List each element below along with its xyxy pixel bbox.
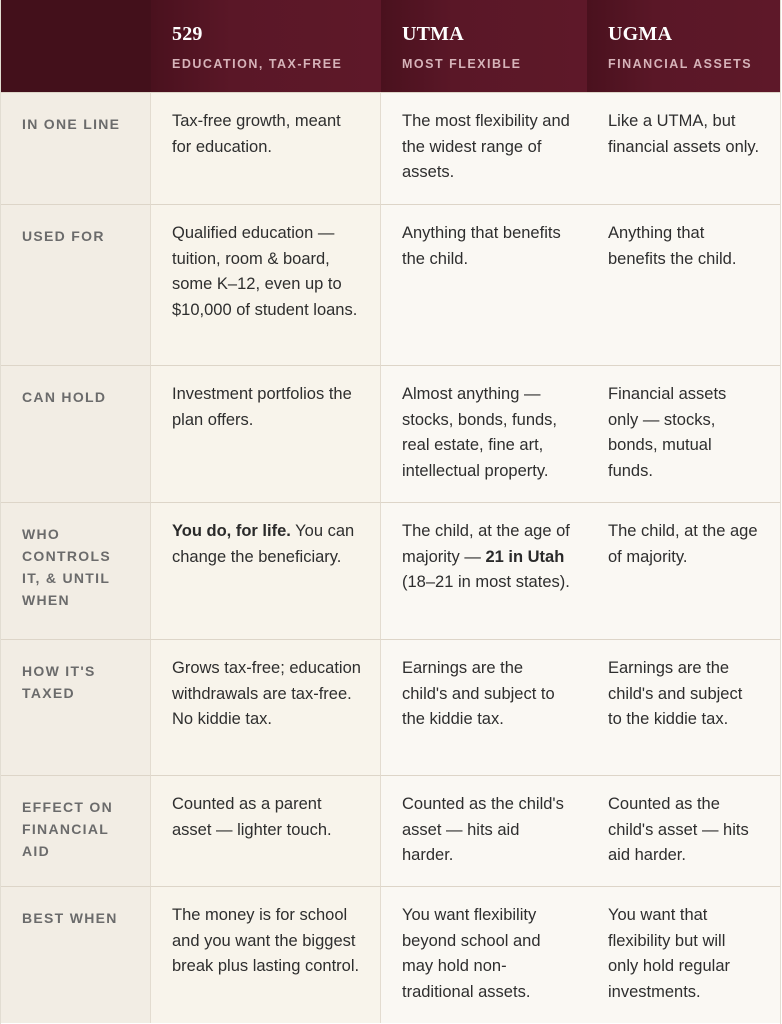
header-529-title: 529 — [172, 23, 203, 45]
cell-utma-who-controls-bold: 21 in Utah — [485, 547, 565, 566]
row-label-who-controls — [1, 502, 151, 639]
row-label-how-taxed — [1, 639, 151, 775]
cell-529-used-for: Qualified education — tuition, room & board, some K–12, even up to $10,000 of student loans. — [151, 204, 381, 365]
header-corner — [1, 0, 151, 92]
cell-utma-how-taxed: Earnings are the child's and subject to the kiddie tax. — [381, 639, 587, 775]
cell-utma-who-controls — [381, 502, 587, 639]
header-529 — [151, 0, 381, 92]
header-utma — [381, 0, 587, 92]
row-label-can-hold: CAN HOLD — [1, 365, 151, 502]
cell-529-how-taxed: Grows tax-free; education withdrawals are tax-free. No kiddie tax. — [151, 639, 381, 775]
row-label-financial-aid-text: EFFECT ON FINANCIAL AID — [22, 799, 114, 859]
cell-utma-who-controls-pre: The child, at the age of majority — — [402, 522, 570, 566]
cell-529-can-hold: Investment portfolios the plan offers. — [151, 365, 381, 502]
cell-529-who-controls-rest: You can change the beneficiary. — [172, 522, 355, 566]
cell-ugma-how-taxed: Earnings are the child's and subject to the kiddie tax. — [587, 639, 780, 775]
row-label-best-when: BEST WHEN — [1, 886, 151, 1023]
header-ugma-title: UGMA — [608, 23, 673, 45]
cell-ugma-can-hold: Financial assets only — stocks, bonds, mutual funds. — [587, 365, 780, 502]
row-label-financial-aid — [1, 775, 151, 886]
row-label-used-for: USED FOR — [1, 204, 151, 365]
cell-ugma-financial-aid: Counted as the child's asset — hits aid harder. — [587, 775, 780, 886]
cell-529-best-when: The money is for school and you want the biggest break plus lasting control. — [151, 886, 381, 1023]
cell-ugma-in-one-line: Like a UTMA, but financial assets only. — [587, 92, 780, 204]
cell-utma-financial-aid: Counted as the child's asset — hits aid harder. — [381, 775, 587, 886]
header-utma-title: UTMA — [402, 23, 464, 45]
cell-529-who-controls-bold: You do, for life. — [172, 522, 291, 540]
header-529-subtitle: EDUCATION, TAX-FREE — [172, 57, 343, 71]
cell-utma-in-one-line: The most flexibility and the widest range of assets. — [381, 92, 587, 204]
cell-529-financial-aid: Counted as a parent asset — lighter touch. — [151, 775, 381, 886]
cell-529-who-controls — [151, 502, 381, 639]
cell-ugma-who-controls: The child, at the age of majority. — [587, 502, 780, 639]
cell-utma-best-when: You want flexibility beyond school and may hold non-traditional assets. — [381, 886, 587, 1023]
header-utma-subtitle: MOST FLEXIBLE — [402, 57, 522, 71]
row-label-in-one-line: IN ONE LINE — [1, 92, 151, 204]
row-label-how-taxed-text: HOW IT'S TAXED — [22, 663, 96, 701]
cell-utma-who-controls-post: (18–21 in most states). — [402, 573, 570, 592]
header-ugma-subtitle: FINANCIAL ASSETS — [608, 57, 753, 71]
cell-529-in-one-line: Tax-free growth, meant for education. — [151, 92, 381, 204]
row-label-who-controls-text: WHO CONTROLS IT, & UNTIL WHEN — [22, 526, 111, 608]
cell-utma-used-for: Anything that benefits the child. — [381, 204, 587, 365]
cell-utma-can-hold: Almost anything — stocks, bonds, funds, real estate, fine art, intellectual property. — [381, 365, 587, 502]
header-ugma — [587, 0, 780, 92]
cell-ugma-best-when: You want that flexibility but will only hold regular investments. — [587, 886, 780, 1023]
cell-ugma-used-for: Anything that benefits the child. — [587, 204, 780, 365]
